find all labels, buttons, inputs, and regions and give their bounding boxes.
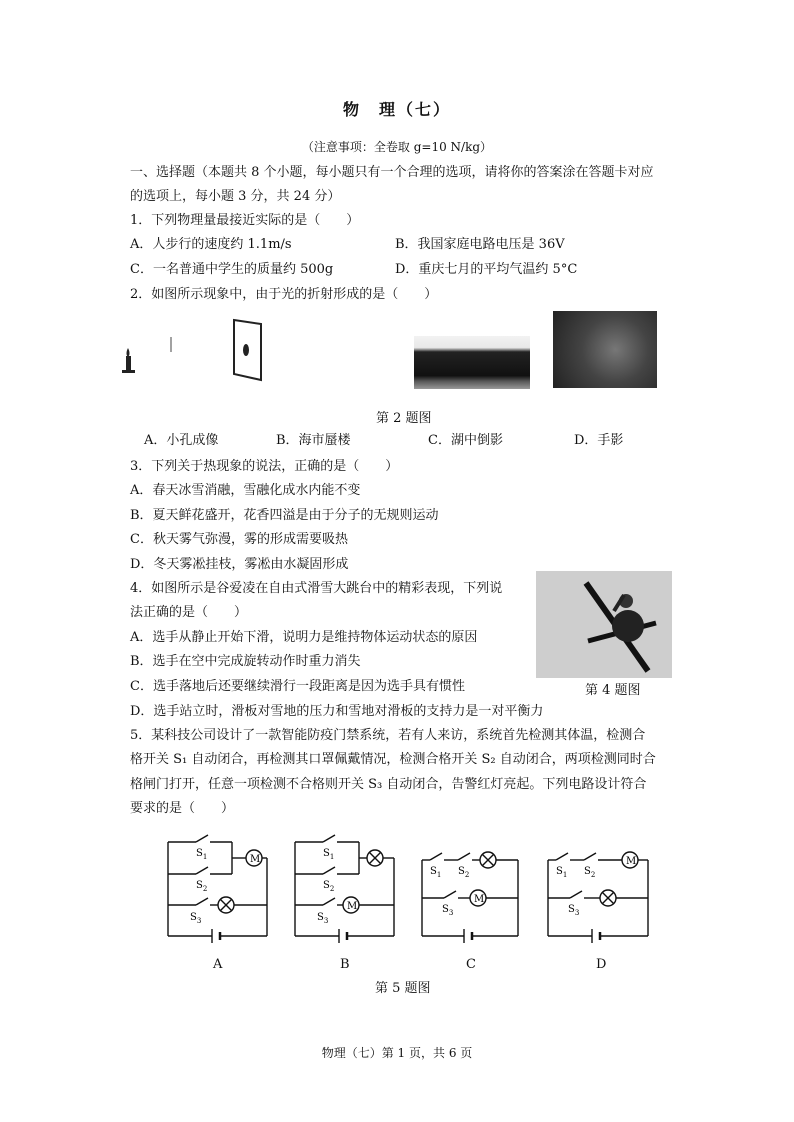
q5-caption: 第 5 题图 [375, 981, 431, 996]
q4-stem-line1: 4．如图所示是谷爱凌在自由式滑雪大跳台中的精彩表现，下列说 [130, 581, 503, 596]
svg-text:S1: $S_1$ [430, 866, 442, 879]
q5-line2: 格开关 S₁ 自动闭合，再检测其口罩佩戴情况，检测合格开关 S₂ 自动闭合，两项检测同时合 [130, 752, 656, 767]
circuit-d-motor-label: M [626, 856, 637, 867]
circuit-a-s2: S [196, 880, 203, 891]
circuit-b-s2: S [323, 880, 330, 891]
q4-option-d: D．选手站立时，滑板对雪地的压力和雪地对滑板的支持力是一对平衡力 [130, 704, 544, 719]
circuit-c-motor-label: M [474, 894, 485, 905]
circuit-b [287, 832, 399, 944]
q2-option-a: A．小孔成像 [144, 433, 219, 448]
q4-caption: 第 4 题图 [585, 683, 641, 698]
q4-stem-line2: 法正确的是（ ） [130, 605, 248, 620]
section-heading-line1: 一、选择题（本题共 8 个小题，每小题只有一个合理的选项，请将你的答案涂在答题卡对应 [130, 165, 654, 180]
q2-option-b: B．海市蜃楼 [276, 433, 351, 448]
circuit-a-motor-label: M [250, 854, 261, 865]
circuit-c [414, 840, 526, 944]
svg-text:S3: $S_3$ [442, 904, 454, 917]
q3-option-d: D．冬天雾凇挂枝，雾凇由水凝固形成 [130, 557, 349, 572]
q5-line1: 5．某科技公司设计了一款智能防疫门禁系统，若有人来访，系统首先检测其体温，检测合 [130, 728, 646, 743]
q3-option-b: B．夏天鲜花盛开，花香四溢是由于分子的无规则运动 [130, 508, 439, 523]
page-title: 物 理（七） [342, 100, 451, 119]
svg-text:S3: $S_3$ [190, 912, 202, 925]
circuit-b-s1: S [323, 848, 330, 859]
circuit-c-s1: S [430, 866, 437, 877]
circuit-a-s1: S [196, 848, 203, 859]
q1-option-a: A．人步行的速度约 1.1m/s [130, 237, 292, 252]
svg-text:S3: $S_3$ [568, 904, 580, 917]
circuit-b-label: B [340, 957, 350, 972]
svg-text:S1: $S_1$ [196, 848, 208, 861]
page-footer: 物理（七）第 1 页，共 6 页 [321, 1046, 473, 1060]
pinhole-figure [118, 312, 278, 387]
q3-option-c: C．秋天雾气弥漫，雾的形成需要吸热 [130, 532, 348, 547]
q1-option-d: D．重庆七月的平均气温约 5°C [395, 262, 578, 277]
circuit-b-motor-label: M [347, 901, 358, 912]
svg-text:S2: $S_2$ [458, 866, 470, 879]
q2-caption: 第 2 题图 [376, 411, 432, 426]
exam-note: （注意事项：全卷取 g=10 N/kg） [301, 140, 493, 154]
skier-photo [536, 571, 672, 678]
circuit-d-s2: S [584, 866, 591, 877]
circuit-d [540, 840, 656, 944]
circuit-a-s3: S [190, 912, 197, 923]
section-heading-line2: 的选项上，每小题 3 分，共 24 分） [130, 189, 341, 204]
mirage-photo [414, 336, 530, 389]
svg-text:S2: $S_2$ [584, 866, 596, 879]
q3-option-a: A．春天冰雪消融，雪融化成水内能不变 [130, 483, 361, 498]
svg-text:S1: $S_1$ [323, 848, 335, 861]
svg-text:S2: $S_2$ [323, 880, 335, 893]
q2-option-c: C．湖中倒影 [428, 433, 503, 448]
circuit-d-label: D [596, 957, 607, 972]
q3-stem: 3．下列关于热现象的说法，正确的是（ ） [130, 459, 399, 474]
circuit-d-s3: S [568, 904, 575, 915]
q1-stem: 1．下列物理量最接近实际的是（ ） [130, 213, 360, 228]
circuit-a [160, 832, 272, 944]
hand-shadow-photo [553, 311, 657, 388]
svg-text:S1: $S_1$ [556, 866, 568, 879]
svg-text:S3: $S_3$ [317, 912, 329, 925]
q5-line4: 要求的是（ ） [130, 801, 235, 816]
circuit-a-label: A [213, 957, 223, 972]
q5-line3: 格闸门打开，任意一项检测不合格则开关 S₃ 自动闭合，告警红灯亮起。下列电路设计符合 [130, 777, 647, 792]
svg-text:S2: $S_2$ [196, 880, 208, 893]
circuit-d-s1: S [556, 866, 563, 877]
q4-option-b: B．选手在空中完成旋转动作时重力消失 [130, 654, 361, 669]
q2-option-d: D．手影 [574, 433, 624, 448]
q4-option-c: C．选手落地后还要继续滑行一段距离是因为选手具有惯性 [130, 679, 465, 694]
q2-stem: 2．如图所示现象中，由于光的折射形成的是（ ） [130, 287, 438, 302]
q1-option-b: B．我国家庭电路电压是 36V [395, 237, 565, 252]
circuit-c-s2: S [458, 866, 465, 877]
q1-option-c: C．一名普通中学生的质量约 500g [130, 262, 334, 277]
circuit-c-label: C [466, 957, 476, 972]
q4-option-a: A．选手从静止开始下滑，说明力是维持物体运动状态的原因 [130, 630, 478, 645]
circuit-c-s3: S [442, 904, 449, 915]
circuit-b-s3: S [317, 912, 324, 923]
